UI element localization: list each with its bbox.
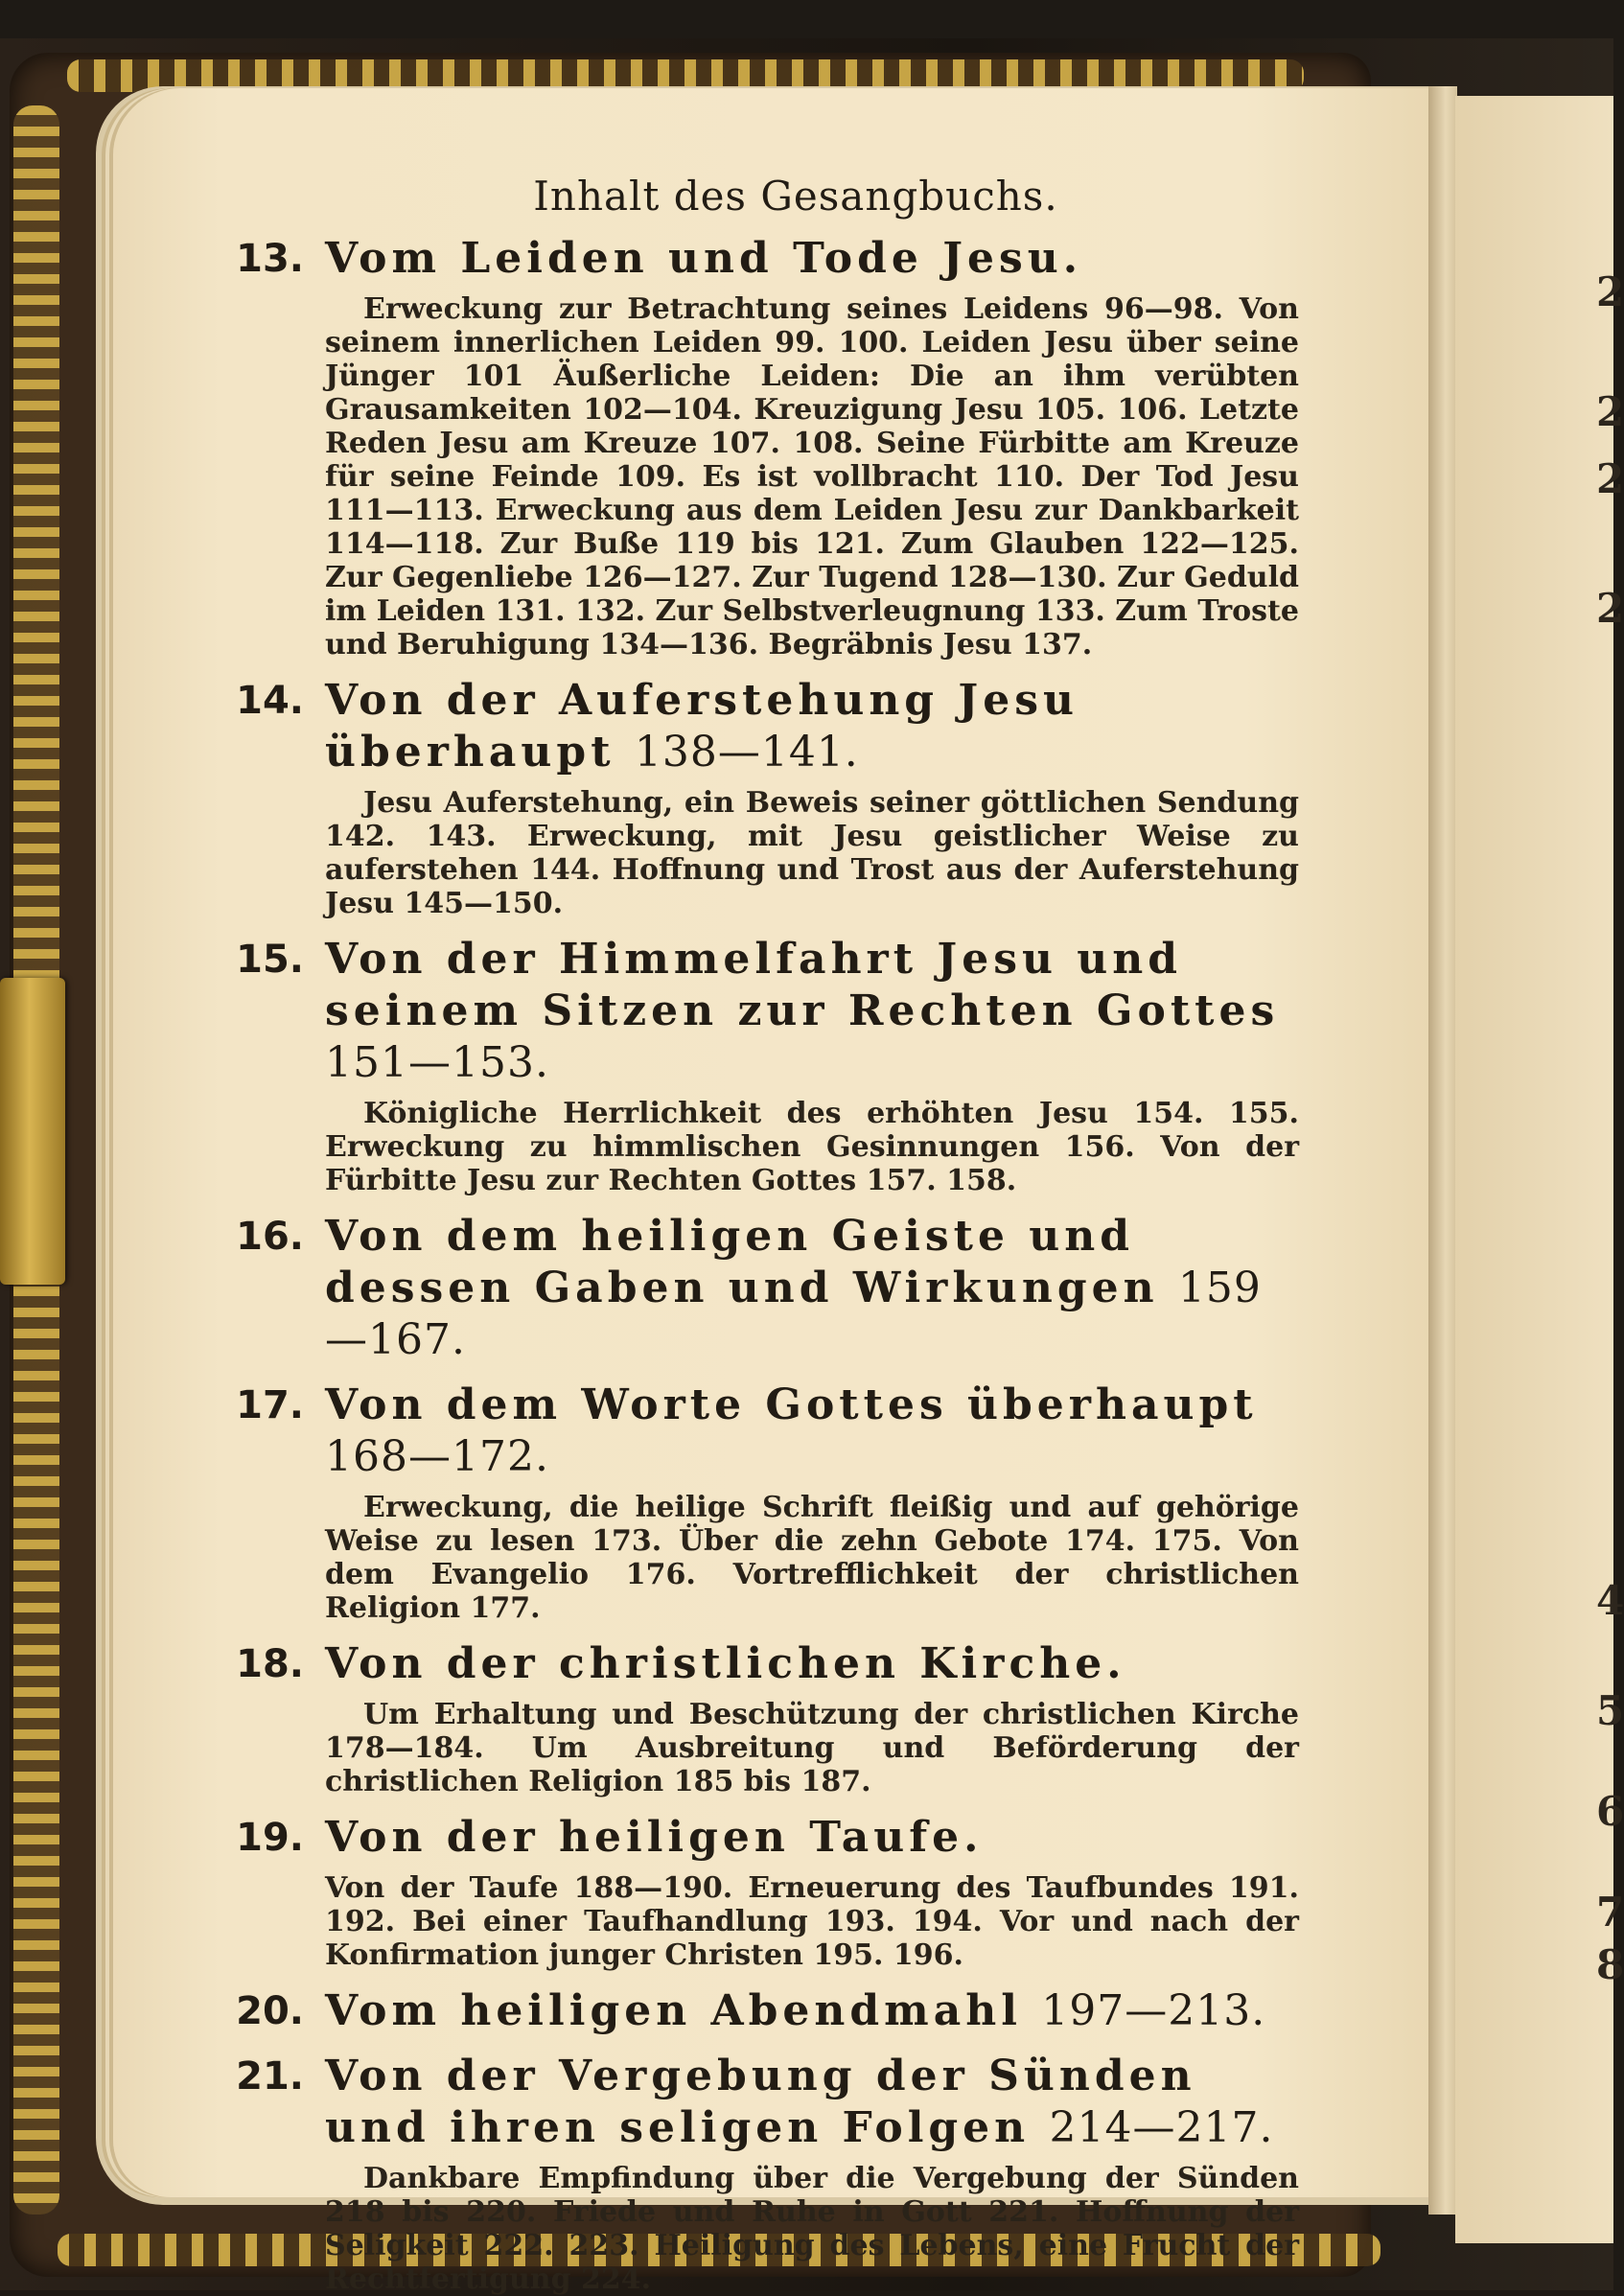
section-number: 20. [236,1989,304,2033]
toc-section-17 [216,1380,1299,1625]
brass-clasp [0,978,65,1285]
section-title: Von dem heiligen Geiste und dessen Gaben und Wirkungen [325,1212,1159,1312]
right-page-glyph: 6 [1596,1788,1624,1835]
toc-section-15 [216,934,1299,1197]
section-description: Von der Taufe 188—190. Erneuerung des Taufbundes 191. 192. Bei einer Taufhandlung 193. 194. Vor und nach der Konfirmation junger Christen 195. 196. [325,1871,1299,1972]
section-number: 15. [236,938,304,982]
toc-section-19 [216,1812,1299,1972]
section-pages: 138—141. [634,728,859,777]
section-title: Von der heiligen Taufe. [325,1813,984,1862]
table-of-contents [216,173,1299,2296]
section-number: 19. [236,1816,304,1860]
book-gutter [1428,86,1457,2215]
toc-section-21 [216,2051,1299,2296]
section-number: 21. [236,2054,304,2099]
section-title: Von der Auferstehung Jesu überhaupt [325,676,1079,777]
right-page-glyph: 2 [1596,388,1624,435]
right-page-glyph: 2 [1596,268,1624,315]
section-pages: 159—167. [325,1264,1262,1364]
section-number: 17. [236,1383,304,1427]
toc-section-18 [216,1638,1299,1798]
right-page-glyph: 2 [1596,455,1624,502]
section-number: 18. [236,1642,304,1686]
right-page [1455,96,1624,2243]
section-description: Erweckung zur Betrachtung seines Leidens 96—98. Von seinem innerlichen Leiden 99. 100. Leiden Jesu über seine Jünger 101 Äußerliche Leiden: Die an ihm verübten Grausamkeiten 102—104. Kreuzigung Jesu 105. 106. Letzte Reden Jesu am Kreuze 107. 108. Seine Fürbitte am Kreuze für seine Feinde 109. Es ist vollbracht 110. Der Tod Jesu 111—113. Erweckung aus dem Leiden Jesu zur Dankbarkeit 114—118. Zur Buße 119 bis 121. Zum Glauben 122—125. Zur Gegenliebe 126—127. Zur Tugend 128—130. Zur Geduld im Leiden 131. 132. Zur Selbstverleugnung 133. Zum Troste und Beruhigung 134—136. Begräbnis Jesu 137. [325,292,1299,661]
section-title: Von dem Worte Gottes überhaupt [325,1380,1258,1429]
section-description: Jesu Auferstehung, ein Beweis seiner göttlichen Sendung 142. 143. Erweckung, mit Jesu geistlicher Weise zu auferstehen 144. Hoffnung und Trost aus der Auferstehung Jesu 145—150. [325,786,1299,920]
section-pages: 197—213. [1041,1986,1266,2035]
right-page-glyph: 5 [1596,1687,1624,1734]
section-number: 14. [236,679,304,723]
toc-section-13 [216,233,1299,661]
section-pages: 151—153. [325,1038,549,1087]
section-title: Von der christlichen Kirche. [325,1639,1126,1688]
page-header: Inhalt des Gesangbuchs. [533,173,1058,220]
section-number: 13. [236,237,304,281]
right-page-glyph: 2 [1596,585,1624,632]
toc-section-16 [216,1211,1299,1366]
section-number: 16. [236,1215,304,1259]
section-description: Um Erhaltung und Beschützung der christlichen Kirche 178—184. Um Ausbreitung und Beförderung der christlichen Religion 185 bis 187. [325,1698,1299,1798]
section-description: Dankbare Empfindung über die Vergebung der Sünden 218 bis 220. Friede und Ruhe in Gott 221. Hoffnung der Seligkeit 222. 223. Heiligung des Lebens, eine Frucht der Rechtfertigung 224. [325,2162,1299,2296]
section-pages: 214—217. [1049,2103,1274,2152]
right-page-glyph: 7 [1596,1889,1624,1936]
section-description: Königliche Herrlichkeit des erhöhten Jesu 154. 155. Erweckung zu himmlischen Gesinnungen 156. Von der Fürbitte Jesu zur Rechten Gottes 157. 158. [325,1097,1299,1197]
right-page-glyph: 4 [1596,1577,1624,1624]
section-description: Erweckung, die heilige Schrift fleißig und auf gehörige Weise zu lesen 173. Über die zehn Gebote 174. 175. Von dem Evangelio 176. Vortrefflichkeit der christlichen Religion 177. [325,1491,1299,1625]
section-title: Vom heiligen Abendmahl [325,1986,1022,2035]
toc-section-14 [216,675,1299,920]
section-pages: 168—172. [325,1432,549,1481]
section-title: Von der Vergebung der Sünden und ihren seligen Folgen [325,2052,1196,2152]
toc-section-20 [216,1985,1299,2037]
right-page-glyph: 8 [1596,1941,1624,1988]
section-title: Von der Himmelfahrt Jesu und seinem Sitzen zur Rechten Gottes [325,935,1280,1035]
section-title: Vom Leiden und Tode Jesu. [325,234,1083,283]
